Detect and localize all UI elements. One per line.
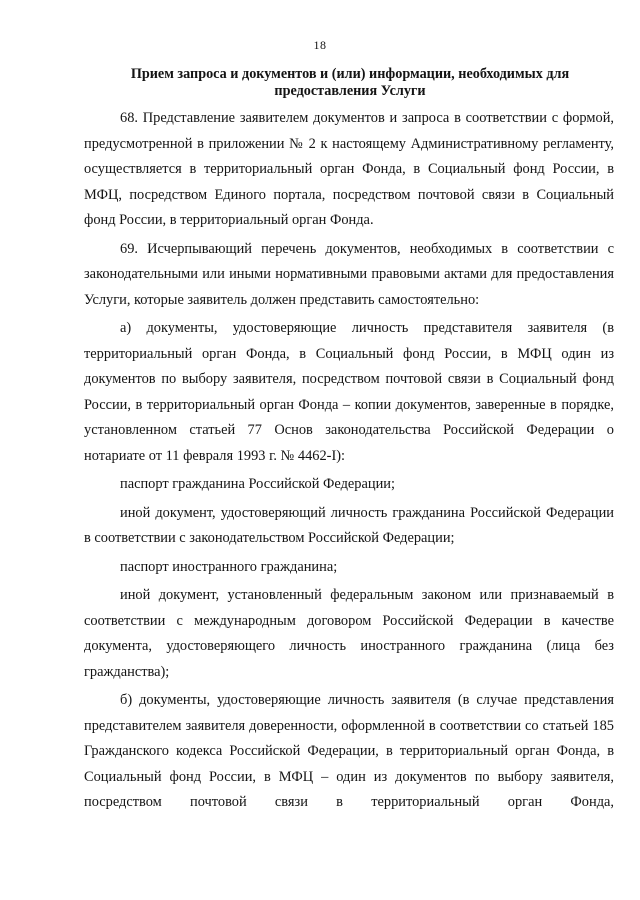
- list-item-other-document-foreign: иной документ, установленный федеральным законом или признаваемый в соответствии с международным договором Российской Федерации в качестве документа, удостоверяющего личность иностранного гражданина (лица без гражданства);: [84, 587, 614, 680]
- list-item-other-document-rf: иной документ, удостоверяющий личность гражданина Российской Федерации в соответствии с законодательством Российской Федерации;: [84, 504, 614, 546]
- paragraph-69: 69. Исчерпывающий перечень документов, необходимых в соответствии с законодательными или иными нормативными правовыми актами для предоставления Услуги, которые заявитель должен представить самостоятельно:: [84, 240, 614, 308]
- paragraph-68: 68. Представление заявителем документов и запроса в соответствии с формой, предусмотренной в приложении № 2 к настоящему Административному регламенту, осуществляется в территориальный орган Фонда, в Социальный фонд России, в МФЦ, посредством Единого портала, посредством почтовой связи в Социальный фонд России, в территориальный орган Фонда.: [84, 110, 614, 228]
- paragraph-item-a: а) документы, удостоверяющие личность представителя заявителя (в территориальный орган Фонда, в Социальный фонд России, в МФЦ один из документов по выбору заявителя, посредством почтовой связи в Социальный фонд России, в территориальный орган Фонда – копии документов, заверенные в порядке, установленном статьей 77 Основ законодательства Российской Федерации о нотариате от 11 февраля 1993 г. № 4462-I):: [84, 320, 614, 464]
- document-body: [84, 106, 614, 819]
- list-item-passport-rf: паспорт гражданина Российской Федерации;: [120, 476, 395, 492]
- list-item-foreign-passport: паспорт иностранного гражданина;: [120, 558, 338, 575]
- page-number: 18: [313, 38, 327, 52]
- paragraph-item-b: б) документы, удостоверяющие личность заявителя (в случае представления представителем заявителя доверенности, оформленной в соответствии со статьей 185 Гражданского кодекса Российской Федерации, в территориальный орган Фонда, в Социальный фонд России, в МФЦ – один из документов по выбору заявителя, посредством почтовой связи в территориальный орган Фонда,: [84, 692, 614, 810]
- section-heading: Прием запроса и документов и (или) информации, необходимых для предоставления Услуги: [130, 66, 570, 99]
